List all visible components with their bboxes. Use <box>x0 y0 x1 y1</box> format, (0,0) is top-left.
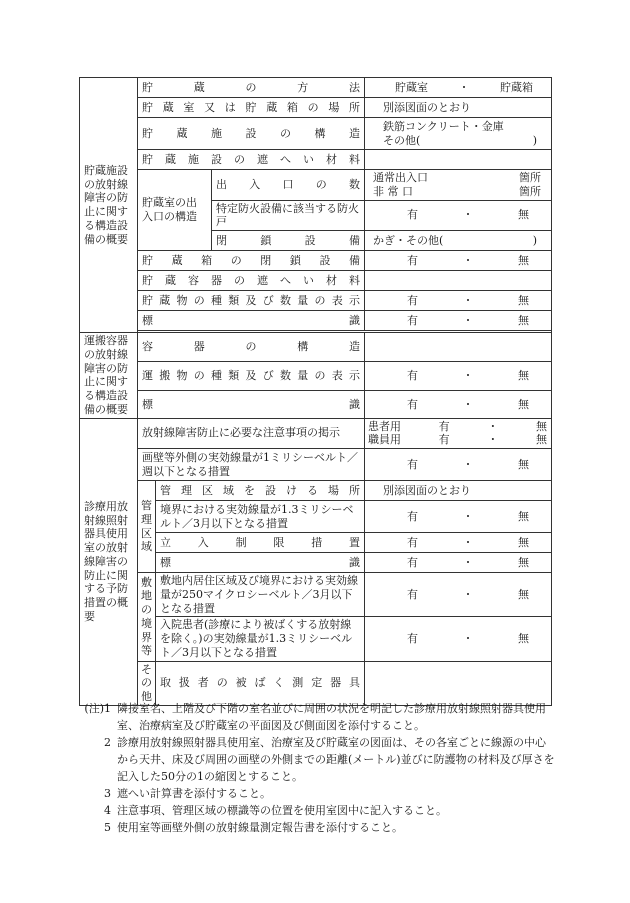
row-fire-door: 特定防火設備に該当する防火戸 <box>212 200 365 231</box>
separator-dot: ・ <box>462 313 474 327</box>
no-option: 無 <box>518 535 530 549</box>
note-text: 遮へい計算書を添付すること。 <box>117 787 271 801</box>
no-option: 無 <box>518 457 530 471</box>
note-text: 隣接室名、上階及び下階の室名並びに周囲の状況を明記した診療用放射線照射器具使用室、治療病室及び貯蔵室の平面図及び側面図を添付すること。 <box>117 702 546 733</box>
value-storage-structure <box>365 118 552 150</box>
option-storage-room: 貯蔵室 <box>395 80 429 94</box>
row-transport-display: 運搬物の種類及び数量の表示 <box>138 362 365 391</box>
value-worker-measure <box>365 661 552 705</box>
value-container-structure <box>365 333 552 362</box>
row-container-shield: 貯蔵容器の遮へい材料 <box>138 271 365 291</box>
section-transport: 運搬容器の放射線障害の防止に関する構造設備の概要 <box>80 333 138 419</box>
no-option: 無 <box>518 313 530 327</box>
separator-dot: ・ <box>458 80 470 94</box>
value-storage-method <box>365 78 552 98</box>
row-sign-transport: 標識 <box>138 391 365 418</box>
separator-dot: ・ <box>462 397 474 411</box>
structure-line1: 鉄筋コンクリート・金庫 <box>383 119 504 133</box>
note-item <box>79 734 555 785</box>
yes-option: 有 <box>438 419 450 433</box>
emergency-exit-label: 非 常 口 <box>373 184 414 198</box>
separator-dot: ・ <box>462 509 474 523</box>
no-option: 無 <box>518 555 530 569</box>
row-sign-area: 標識 <box>156 553 365 573</box>
count-unit: 箇所 <box>519 184 542 198</box>
value-notice <box>365 418 552 449</box>
note-mark: 2 <box>104 736 111 750</box>
note-text: 診療用放射線照射器具使用室、治療室及び貯蔵室の図面は、その各室ごとに線源の中心から天井、床及び周囲の画壁の外側までの距離(メートル)並びに防護物の材料及び厚さを記入した50分の1の縮図とすること。 <box>117 736 555 784</box>
row-site-dose: 敷地内居住区域及び境界における実効線量が250マイクロシーベルト／3月以下となる措置 <box>156 573 365 617</box>
row-container-structure: 容器の構造 <box>138 333 365 362</box>
no-option: 無 <box>535 419 547 433</box>
row-closing-device: 閉鎖設備 <box>212 231 365 251</box>
row-box-closing: 貯蔵箱の閉鎖設備 <box>138 251 365 271</box>
row-worker-measure: 取扱者の被ばく測定器具 <box>156 661 365 705</box>
application-form-table <box>79 77 552 706</box>
value-inpatient-dose <box>365 617 552 661</box>
row-access-limit: 立入制限措置 <box>156 533 365 553</box>
row-entrance-count: 出入口の数 <box>212 170 365 201</box>
yes-option: 有 <box>407 397 419 411</box>
patient-label: 患者用 <box>368 419 402 433</box>
value-box-closing <box>365 251 552 271</box>
value-sign-area <box>365 553 552 573</box>
value-area-place: 別添図面のとおり <box>365 481 552 501</box>
value-area-boundary-dose <box>365 501 552 533</box>
no-option: 無 <box>518 397 530 411</box>
yes-option: 有 <box>438 433 450 447</box>
separator-dot: ・ <box>462 632 474 645</box>
closing-other: かぎ・その他( <box>373 233 444 247</box>
note-mark: 3 <box>104 787 111 801</box>
count-unit: 箇所 <box>519 171 542 184</box>
note-mark: (注)1 <box>84 702 111 715</box>
yes-option: 有 <box>407 208 419 222</box>
group-other: その他 <box>138 661 156 705</box>
group-site-boundary: 敷地の境界等 <box>138 573 156 662</box>
separator-dot: ・ <box>462 555 474 569</box>
value-site-dose <box>365 573 552 617</box>
no-option: 無 <box>518 587 530 601</box>
row-storage-structure: 貯蔵施設の構造 <box>138 118 365 150</box>
value-storage-shield <box>365 150 552 170</box>
row-area-boundary-dose: 境界における実効線量が1.3ミリシーベルト／3月以下となる措置 <box>156 501 365 533</box>
structure-close-paren: ) <box>532 133 538 147</box>
no-option: 無 <box>518 632 530 645</box>
value-fire-door <box>365 200 552 231</box>
yes-option: 有 <box>407 555 419 569</box>
structure-other: その他( <box>383 133 421 147</box>
row-sign-storage: 標識 <box>138 311 365 331</box>
separator-dot: ・ <box>462 208 474 222</box>
value-entrance-count <box>365 170 552 201</box>
group-storage-entrance: 貯蔵室の出入口の構造 <box>138 170 212 251</box>
normal-entrance-label: 通常出入口 <box>373 171 429 184</box>
yes-option: 有 <box>407 632 419 645</box>
separator-dot: ・ <box>462 457 474 471</box>
row-storage-shield: 貯蔵施設の遮へい材料 <box>138 150 365 170</box>
section-usage-room: 診療用放射線照射器具使用室の放射線障害の防止に関する予防措置の概要 <box>80 418 138 705</box>
note-mark: 4 <box>104 804 111 818</box>
staff-label: 職員用 <box>368 433 402 447</box>
no-option: 無 <box>518 208 530 222</box>
option-storage-box: 貯蔵箱 <box>500 80 534 94</box>
yes-option: 有 <box>407 457 419 471</box>
row-area-place: 管理区域を設ける場所 <box>156 481 365 501</box>
no-option: 無 <box>518 369 530 383</box>
note-item <box>79 700 555 734</box>
note-mark: 5 <box>104 821 111 835</box>
note-item <box>79 802 555 819</box>
note-text: 注意事項、管理区域の標識等の位置を使用室図中に記入すること。 <box>117 804 447 818</box>
no-option: 無 <box>518 509 530 523</box>
value-stored-display <box>365 291 552 311</box>
row-storage-method: 貯蔵の方法 <box>138 78 365 98</box>
separator-dot: ・ <box>462 535 474 549</box>
yes-option: 有 <box>407 509 419 523</box>
row-stored-display: 貯蔵物の種類及び数量の表示 <box>138 291 365 311</box>
yes-option: 有 <box>407 313 419 327</box>
row-storage-place: 貯蔵室又は貯蔵箱の場所 <box>138 98 365 118</box>
notes <box>79 700 555 836</box>
value-closing-device <box>365 231 552 251</box>
yes-option: 有 <box>407 535 419 549</box>
value-sign-transport <box>365 391 552 418</box>
section-storage: 貯蔵施設の放射線障害の防止に関する構造設備の概要 <box>80 78 138 333</box>
separator-dot: ・ <box>487 433 499 447</box>
no-option: 無 <box>518 253 530 267</box>
value-storage-place: 別添図面のとおり <box>365 98 552 118</box>
row-wall-dose: 画壁等外側の実効線量が1ミリシーベルト／週以下となる措置 <box>138 449 365 481</box>
note-item <box>79 785 555 802</box>
group-management-area: 管理区域 <box>138 481 156 573</box>
note-item <box>79 819 555 836</box>
yes-option: 有 <box>407 293 419 307</box>
no-option: 無 <box>535 433 547 447</box>
value-container-shield <box>365 271 552 291</box>
value-wall-dose <box>365 449 552 481</box>
value-sign-storage <box>365 311 552 331</box>
yes-option: 有 <box>407 253 419 267</box>
closing-close-paren: ) <box>532 233 538 247</box>
row-notice: 放射線障害防止に必要な注意事項の掲示 <box>138 418 365 449</box>
note-text: 使用室等画壁外側の放射線量測定報告書を添付すること。 <box>117 821 403 835</box>
yes-option: 有 <box>407 587 419 601</box>
separator-dot: ・ <box>462 253 474 267</box>
no-option: 無 <box>518 293 530 307</box>
value-transport-display <box>365 362 552 391</box>
yes-option: 有 <box>407 369 419 383</box>
value-access-limit <box>365 533 552 553</box>
separator-dot: ・ <box>462 293 474 307</box>
separator-dot: ・ <box>462 369 474 383</box>
separator-dot: ・ <box>487 419 499 433</box>
row-inpatient-dose: 入院患者(診療により被ばくする放射線を除く。)の実効線量が1.3ミリシーベルト／3月以下となる措置 <box>156 617 365 661</box>
separator-dot: ・ <box>462 587 474 601</box>
